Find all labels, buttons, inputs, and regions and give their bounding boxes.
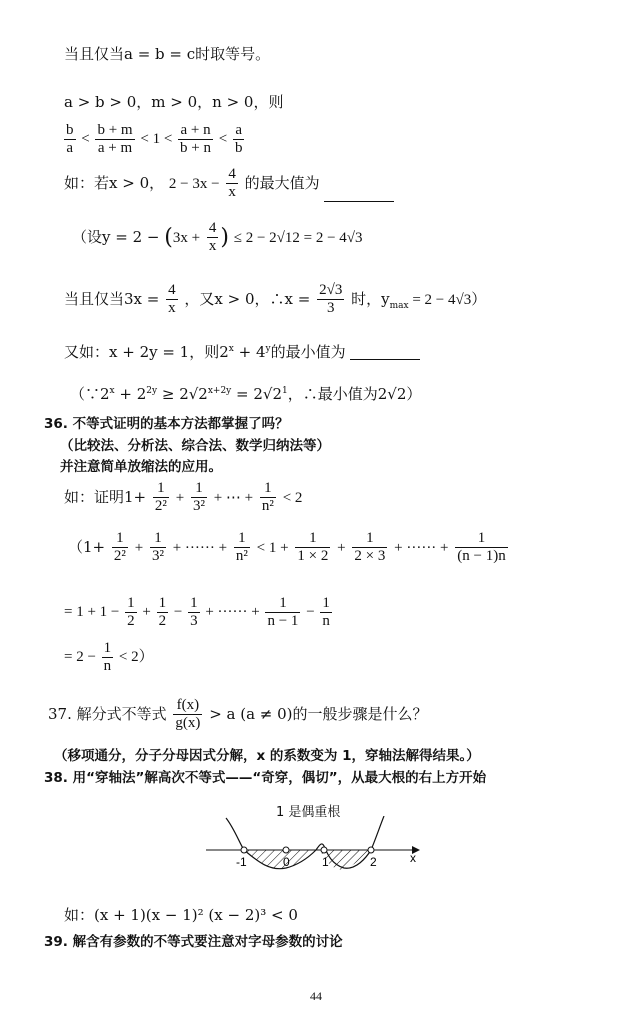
- root-label: 1: [322, 855, 329, 869]
- fraction: $\frac{1}{\text{3²}}$: [151, 530, 164, 565]
- fraction: $\frac{1}{2}$: [127, 595, 135, 630]
- fraction: $\frac{1}{\text{n²}}$: [261, 480, 274, 515]
- question-38-title: 38. 用“穿轴法”解高次不等式——“奇穿，偶切”，从最大根的右上方开始: [44, 770, 487, 786]
- proof-step-2: = 1 + 1 − $\frac{1}{2}$ + $\frac{1}{2}$ − $\frac{1}{3}$ + ······ + $\frac{1}{n - 1}$ − $\frac{1}{n}$: [64, 595, 330, 630]
- fraction: $\frac{1}{3}$: [190, 595, 198, 630]
- fraction: $\frac{4}{x}$: [228, 166, 236, 201]
- question-38-example: 如：(x + 1)(x − 1)² (x − 2)³ < 0: [64, 906, 298, 924]
- sign-curve: [226, 816, 384, 869]
- fraction: $\frac{1}{n - 1}$: [267, 595, 299, 630]
- question-36-title: 36. 不等式证明的基本方法都掌握了吗？: [44, 416, 289, 432]
- fraction: $\frac{1}{(n - 1)n}$: [457, 530, 506, 565]
- inequality-chain: $\frac{b}{a}$ < $\frac{b + m}{a + m}$ < 1 < $\frac{a + n}{b + n}$ < $\frac{a}{b}$: [66, 122, 243, 157]
- answer-blank: [350, 359, 420, 360]
- proof-step-1: （1+ $\frac{1}{\text{2²}}$ + $\frac{1}{\text{3²}}$ + ······ + $\frac{1}{\text{n²}}$ < 1 + $\frac{1}{1 \times 2}$ + $\frac{1}{2 \times 3}$ + ······ + $\frac{1}{(n - 1)n}$: [68, 530, 506, 565]
- diagram-caption: 1 是偶重根: [276, 805, 341, 820]
- solution-line: （$\because 2^x + 2^{2y} \ge 2√2^{x+2y} = 2√2^1$，∴最小值为2√2）: [70, 385, 422, 403]
- root-marker: [241, 847, 247, 853]
- question-37-answer: （移项通分，分子分母因式分解，x 的系数变为 1，穿轴法解得结果。）: [54, 748, 480, 764]
- root-label: -1: [236, 855, 247, 869]
- fraction: $\frac{1}{\text{2²}}$: [113, 530, 126, 565]
- fraction: $\frac{4}{x}$: [208, 220, 217, 255]
- question-37: 37. 解分式不等式 $\frac{f(x)}{g(x)}$ > a (a ≠ 0)的一般步骤是什么？: [48, 697, 428, 732]
- fraction: $\frac{1}{\text{n²}}$: [235, 530, 248, 565]
- fraction: $\frac{f(x)}{g(x)}$: [175, 697, 201, 732]
- proof-example: 如：证明1+ $\frac{1}{\text{2²}}$ + $\frac{1}{\text{3²}}$ + ⋯ + $\frac{1}{\text{n²}}$ < 2: [64, 480, 303, 515]
- fraction: $\frac{2√3}{3}$: [319, 282, 343, 317]
- page-number: 44: [310, 989, 322, 1003]
- example-min-value: 又如：x + 2y = 1，则$2^x + 4^y$的最小值为: [64, 345, 420, 360]
- example-max-value: 如：若x > 0， 2 − 3x − $\frac{4}{x}$ 的最大值为: [64, 166, 394, 202]
- question-36-note: 并注意简单放缩法的应用。: [60, 459, 222, 475]
- fraction: $\frac{b}{a}$: [66, 122, 74, 157]
- question-36-methods: （比较法、分析法、综合法、数学归纳法等）: [60, 438, 330, 454]
- solution-line: （设y = 2 − (3x + $\frac{4}{x}$ ) ≤ 2 − 2√12 = 2 − 4√3: [72, 220, 363, 255]
- text-line: a > b > 0，m > 0，n > 0，则: [64, 93, 284, 111]
- solution-line: 当且仅当3x = $\frac{4}{x}$ ，又x > 0，∴x = $\frac{2√3}{3}$ 时，$y_{max} = 2 - 4√3$）: [64, 282, 487, 317]
- root-marker: [283, 847, 289, 853]
- fraction: $\frac{1}{1 \times 2}$: [297, 530, 329, 565]
- root-label: 0: [283, 855, 290, 869]
- text-line: 当且仅当a = b = c时取等号。: [64, 45, 271, 63]
- question-39-title: 39. 解含有参数的不等式要注意对字母参数的讨论: [44, 934, 343, 950]
- fraction: $\frac{1}{\text{2²}}$: [154, 480, 167, 515]
- fraction: $\frac{1}{n}$: [103, 640, 112, 675]
- answer-blank: [324, 201, 394, 202]
- fraction: $\frac{1}{2 \times 3}$: [354, 530, 386, 565]
- axis-label: x: [410, 851, 416, 865]
- proof-step-3: = 2 − $\frac{1}{n}$ < 2）: [64, 640, 154, 675]
- fraction: $\frac{1}{\text{3²}}$: [192, 480, 205, 515]
- fraction: $\frac{4}{x}$: [168, 282, 176, 317]
- fraction: $\frac{a + n}{b + n}$: [180, 122, 211, 157]
- wavy-curve-diagram: [198, 816, 428, 898]
- fraction: $\frac{b + m}{a + m}$: [97, 122, 133, 157]
- root-label: 2: [370, 855, 377, 869]
- root-marker: [368, 847, 374, 853]
- fraction: $\frac{1}{n}$: [322, 595, 330, 630]
- fraction: $\frac{1}{2}$: [158, 595, 167, 630]
- root-marker: [321, 847, 327, 853]
- fraction: $\frac{a}{b}$: [234, 122, 243, 157]
